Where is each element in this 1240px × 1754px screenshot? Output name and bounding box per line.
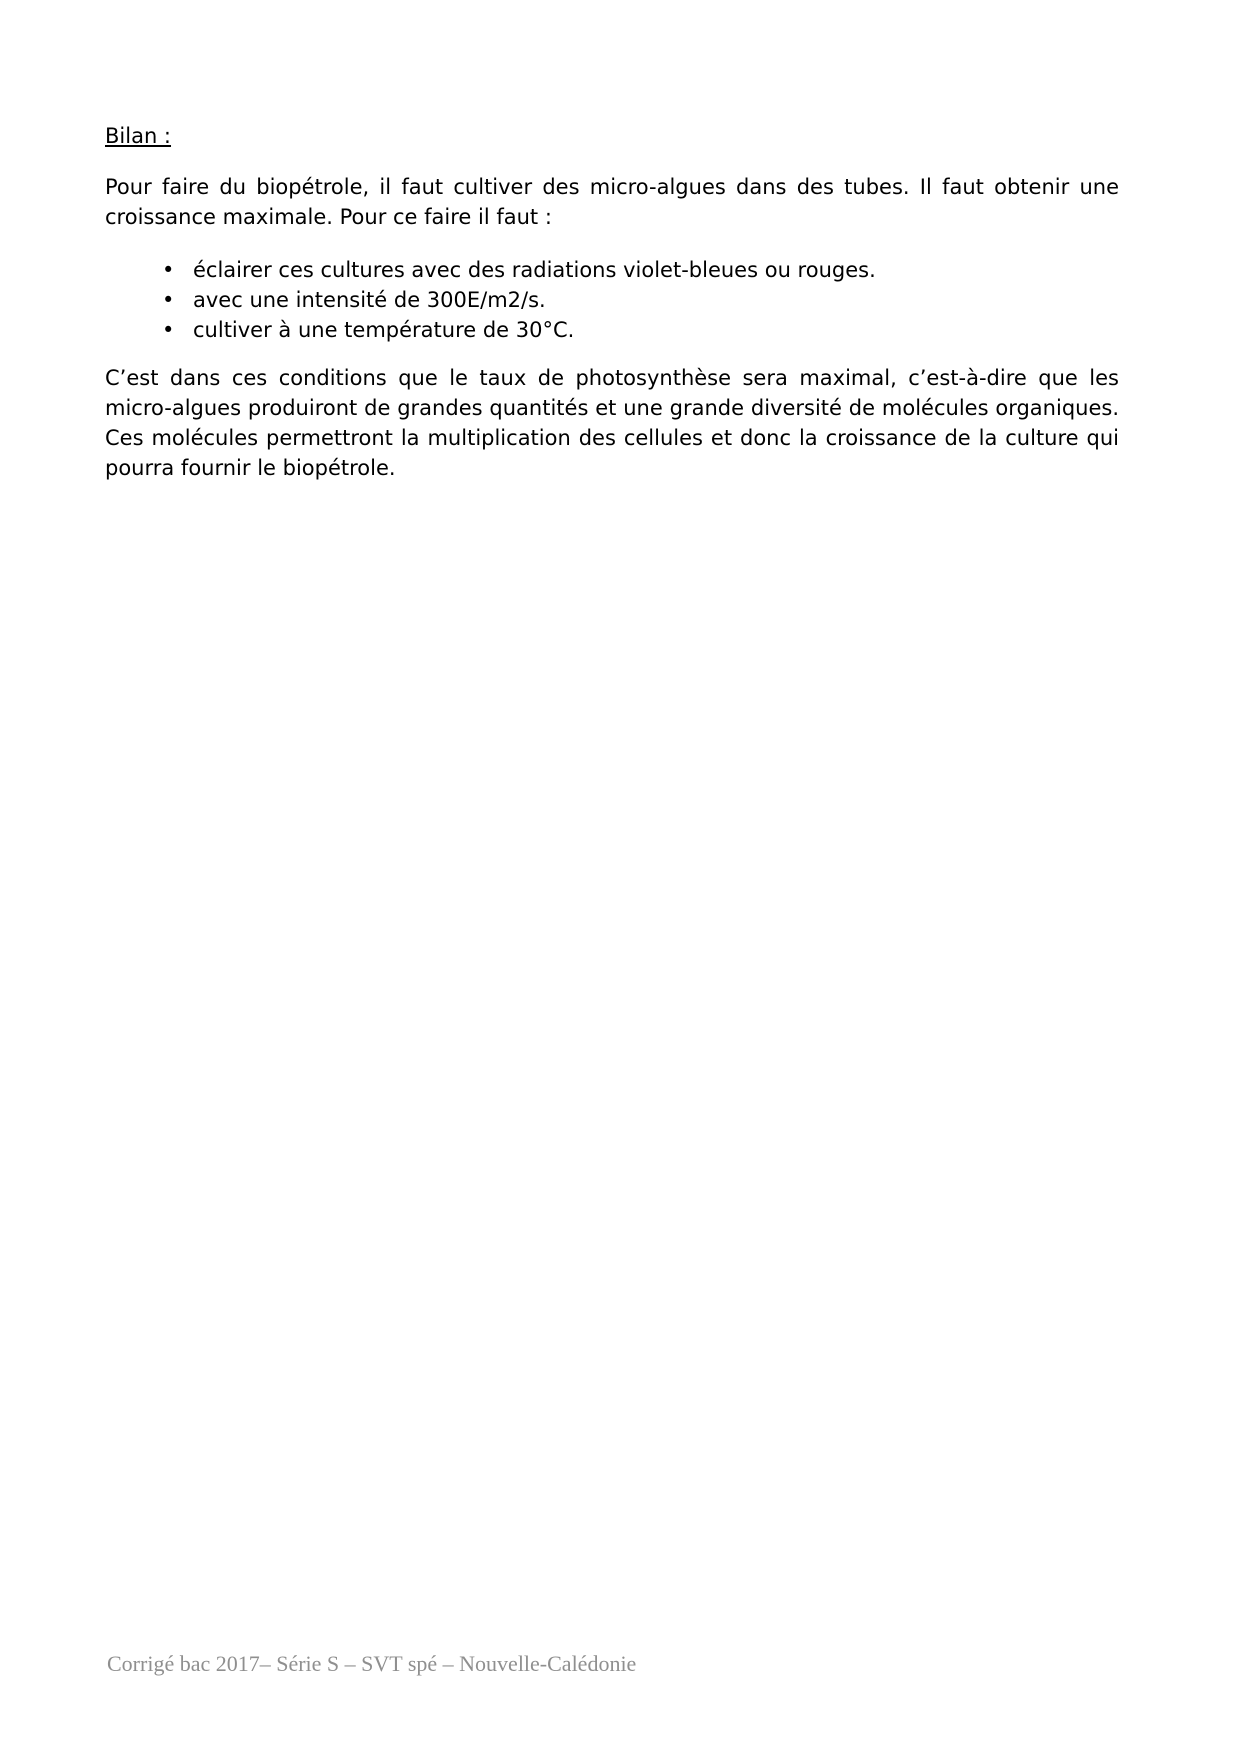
list-item: • éclairer ces cultures avec des radiations violet-bleues ou rouges. — [162, 255, 1119, 285]
section-heading-text: Bilan : — [105, 124, 172, 148]
intro-paragraph: Pour faire du biopétrole, il faut cultiver des micro-algues dans des tubes. Il faut obtenir une croissance maximale. Pour ce faire il faut : — [105, 175, 1119, 229]
conditions-list — [105, 255, 1119, 345]
conclusion-paragraph: C’est dans ces conditions que le taux de photosynthèse sera maximal, c’est-à-dire que les micro-algues produiront de grandes quantités et une grande diversité de molécules organiques. Ces molécules permettront la multiplication des cellules et donc la croissance de la culture qui pourra fournir le biopétrole. — [105, 366, 1119, 480]
document-content — [105, 121, 1119, 506]
list-item: • cultiver à une température de 30°C. — [162, 315, 1119, 345]
section-heading — [105, 121, 1119, 151]
list-item: • avec une intensité de 300E/m2/s. — [162, 285, 1119, 315]
page-footer: Corrigé bac 2017– Série S – SVT spé – Nouvelle-Calédonie — [107, 1651, 637, 1676]
